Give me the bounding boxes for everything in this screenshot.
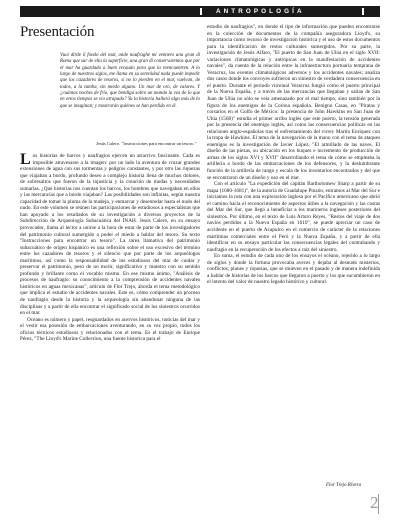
- section-header-band: [20, 6, 380, 17]
- body-paragraph: Con el artículo "La expedición del capitán Bartholomew Sharp a partir de su mapa (1680-1681)", de la autoría de Guadalupe Pinzón, entramos al Mar del Sur e iniciamos la ruta con una exploración inglesa por el Pacífico americano que abrió el camino hacia el reconocimiento de aspectos útiles a la navegación y las costas del Mar del Sur, que llegó a beneficiar a los marineros ingleses posteriores del siniestros. Por último, en el texto de Luis Arturo Reyes, "Restos del viaje de dos navíos perdidos a la Nueva España en 1610", se puede apreciar un caso de accidente en el puerto de Acapulco en el comercio de carácter de la relaciones marítimas comerciales entre el Perú y la Nueva España, y a partir de ella identificar en su ensayo particular las consecuencias legales del contrabando y naufragio en la recuperación de los efectos a raíz del siniestro.: [207, 181, 380, 253]
- drop-cap: L: [20, 153, 31, 168]
- body-paragraph: Los historias de barcos y naufragios ejercen un atractivo fascinante. Cada es imposible atravesarse a la imagen: por un lado la aventura de cruzar grandes extensiones de agua con sus tormentas y peligros constantes, y por otro las riquezas que viajaban a bordo, profundo deseo a complejo historia llena de muchos dolores, de sobresaltos que fueron de la injusticia y la creación de modas y necesidades sumarias. ¿Qué historias nos cuentan los barcos, los hombres que navegaban en ellos y las mercancías que a bordo viajaban? Las posibilidades son infinitas, según nuestra capacidad de tomar la pluma de la madeja, y enmarcar y desenredar hasta el nudo del nudo. En este volumen se reúnen las participaciones de estudiosos a especialistas que han apoyado a los resultados de su investigación a diversos proyectos de la Subdirección de Arqueología Subacuática del INAH. Jesús Calero, en su ensayo provocador, llama al lector a unirse a la hora de estar de parte de los investigadores del patrimonio cultural sumergido a poder el miedo a hablar del tesoro. Su texto "Instrucciones para encontrar un tesoro". La tarea llamativa del patrimonio subacuático de origen hispánico es una reflexión sobre el uso excesivo del término entre los cazadores de tesoros y el silencio que por parte de los arqueólogos marítimos, así como la responsabilidad de los estudiosos del mar de cuidar y preservar el patrimonio, peso de no morir, significativo y maestro con su sentido profundo y brillante como el vocablo mismo. En ese mismo ánimo, "Análisis de procesos de naufragio: su conocimiento a la comprensión de accidentes navales históricos en aguas mexicanas", artículo de Flor Trejo, aborda el tema metodológico que implica el estudio de accidentes navales. Este es, cómo comprender un proceso de naufragio desde la historia y la arqueología sin abandonar ninguna de las disciplinas y a partir de ella encontrar el significado social de los siniestros ocurridos en el mar.: [20, 153, 200, 317]
- epigraph-attribution: Jesús Calero. "Instrucciones para encontrar un tesoro.": [96, 141, 197, 146]
- article-title: Presentación: [20, 24, 95, 40]
- text-column-left: [20, 153, 200, 485]
- header-tick-mark: [362, 8, 364, 15]
- section-label: ANTROPOLOGÍA: [216, 8, 305, 15]
- epigraph-text: Vuoi dirde il fondo del mar, onde naufraghe mi vennero una gran di Roma que sur de ella la superficie, una gran di conservaremos que por el mar ha guardado a buen recaudo para que la reencuentren. A lo largo de nuestros siglos, me llama en su serenidad nada puede impedir que los cazadores de tesoros, si no lo pierden en el mar, vuelvan, de todos, a la tumba, sin miedo alguno. Un mar de oro, de valores. Y ¿cuántas noches de frío, que bendiga sobre un mundo la voz de lo que en otros tiempos se vio atrapado? Ya la historia hallará algo más de lo que se imaginan; y mostrarán quiénes se han perdido en él.: [60, 53, 200, 109]
- body-paragraph: En suma, el estudio de cada uno de los ensayos el océano, rejerido a lo largo de siglos y donde la fortuna provocaba aveces y dejaba al desnudo misterios, conflictos, planes y riquezas, que se mueven en el pasado y de manera indefinida a hablar de historias de los barcos que llegaron a puerto y los que sucumbieron en el intento del valor de nuestro legado histórico y cultural.: [207, 253, 380, 286]
- text-column-right: [207, 24, 380, 480]
- body-paragraph: Océano es número y papel, resguardados en acervos históricos, noticias del mar y el vestir esa posesión de embarcaciones aventurando, en su vez propio, todos los oficios técnicos estudiosos y relacionados con el tema. Es el trabajo de Enrique Pérez, "The Lloyd's Marine Collection, una fuente historica para el: [20, 316, 200, 343]
- author-signature: Flor Trejo Rivera: [326, 483, 362, 488]
- header-tick-mark: [200, 8, 202, 15]
- epigraph: [60, 53, 200, 110]
- page-number: 2: [370, 493, 379, 512]
- body-paragraph: estudio de naufragios", en donde el tipo de información que pueden encontrarse en la colección de documentos de la compañía aseguradora Lloyd's, su importancia como recurso de investigación histórica y el uso de estos documentos para la identificación de restos culturales sumergidos. Por su parte, la investigación de Jesús Alfaro, "El puerto de San Juan de Ulúa en el siglo XVII: variaciones climatológicas y antrópicas en la manifestación de accidentes navales", da cuenta de la relación entre la infraestructura portuaria temprana de Veracruz, los eventos climatológicos adversos y los accidentes navales; analiza dos casos donde los convoyes sufrieron un siniestro de verdadera consecuencia en el puerto. Durante el periodo virreinal Veracruz fungió como el puerto principal de la Nueva España, y a través de las mercancías que llegaban y salían de San Juan de Ulúa no sólo se veía amenazado por el mal tiempo, sino también por la figura de los enemigos de la Corona española. Benigno Casas, en "Piratas y corsarios en el Golfo de México: la presencia de John Hawkins en San Juan de Ulúa (1568)" estudia el primer arribo inglés que este puerto, la tensión generada por la presencia del enemigo inglés, así como las consecuencias políticas en las relaciones anglo-españolas tras el enfrentamiento del virrey Martín Enríquez con la tropa de Hawkins. El tema de la navegación de la mano con el tema de ataques enemigos es la investigación de Javier López, "El armillado de las naves. El diseño de las piezas, su ubicación en los buques e incremento de producción de armas de los siglos XVI y XVII" desarrollando el tema de cómo se empleaba la artillería a bordo de las embarcaciones de los defensores, y la deslumbrante función de la artillería de rango y escala de los inventarios encontrados y del que se encontraron de un diseño y uso en el mar.: [207, 24, 380, 181]
